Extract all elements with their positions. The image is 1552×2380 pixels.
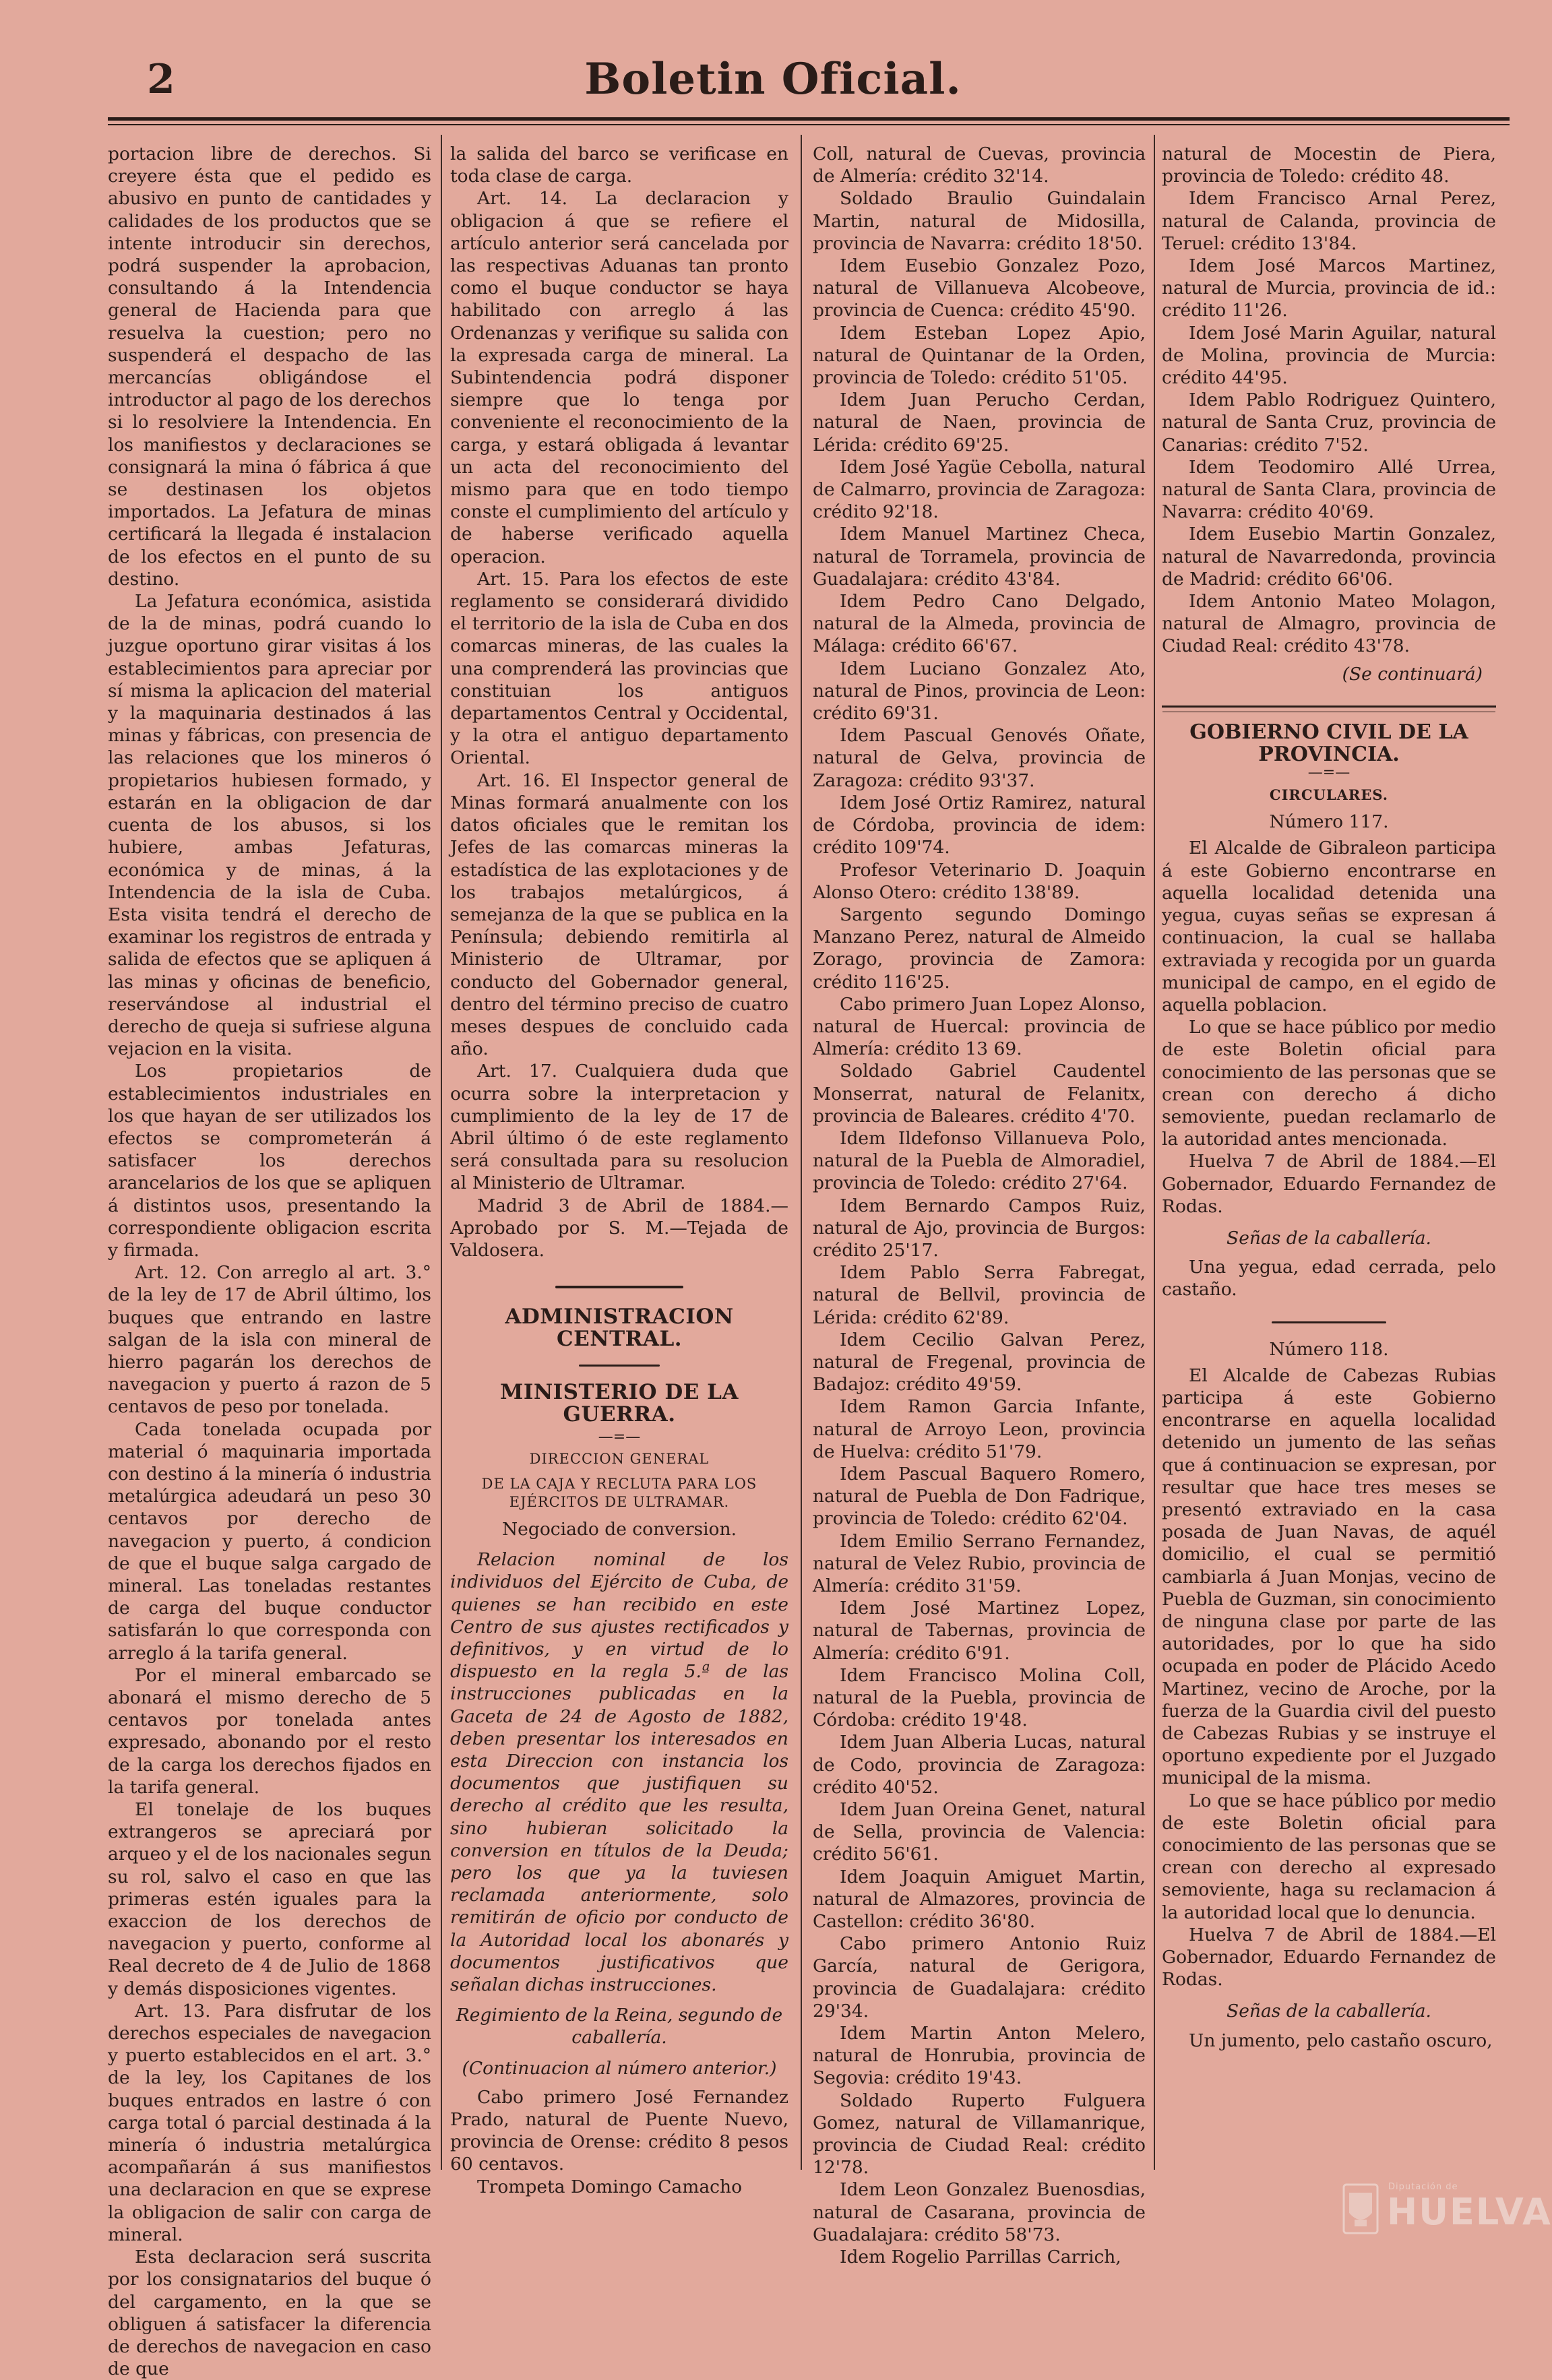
column-separator	[441, 135, 442, 2170]
list-item: Idem Cecilio Galvan Perez, natural de Fregenal, provincia de Badajoz: crédito 49'59.	[813, 1329, 1146, 1396]
list-item: Idem Juan Alberia Lucas, natural de Codo, provincia de Zaragoza: crédito 40'52.	[813, 1732, 1146, 1798]
list-item: Idem Martin Anton Melero, natural de Honrubia, provincia de Segovia: crédito 19'43.	[813, 2023, 1146, 2089]
list-item: Idem Eusebio Gonzalez Pozo, natural de Villanueva Alcobeove, provincia de Cuenca: crédito 45'90.	[813, 255, 1146, 321]
regimiento-heading: Regimiento de la Reina, segundo de caballería.	[456, 2005, 783, 2048]
senas-heading: Señas de la caballería.	[1227, 1227, 1431, 1249]
list-item: Idem José Ortiz Ramirez, natural de Córdoba, provincia de idem: crédito 109'74.	[813, 792, 1146, 858]
column-3	[813, 143, 1146, 2268]
list-item: Idem Juan Oreina Genet, natural de Sella, provincia de Valencia: crédito 56'61.	[813, 1799, 1146, 1865]
paragraph: El Alcalde de Gibraleon participa á este Gobierno encontrarse en aquella localidad detenida una yegua, cuyas señas se expresan á continuacion, la cual se hallaba extraviada y recogida por un guarda municipal de campo, en el egido de aquella poblacion.	[1162, 838, 1496, 1015]
list-item: Idem José Marin Aguilar, natural de Molina, provincia de Murcia: crédito 44'95.	[1162, 322, 1496, 389]
list-item: Idem Eusebio Martin Gonzalez, natural de Navarredonda, provincia de Madrid: crédito 66'06.	[1162, 524, 1496, 590]
page-number: 2	[147, 56, 175, 103]
list-item: Profesor Veterinario D. Joaquin Alonso Otero: crédito 138'89.	[813, 859, 1146, 903]
paragraph: Los propietarios de establecimientos industriales en los que hayan de ser utilizados los efectos se comprometerán á satisfacer los derechos arancelarios de los que se apliquen á distintos usos, presentando la correspondiente obligacion escrita y firmada.	[108, 1061, 431, 1261]
list-item: Soldado Ruperto Fulguera Gomez, natural de Villamanrique, provincia de Ciudad Real: crédito 12'78.	[813, 2090, 1146, 2179]
ornament-dash: —=—	[1307, 764, 1351, 782]
section-divider	[1162, 706, 1496, 708]
list-item: Idem Pascual Baquero Romero, natural de Puebla de Don Fadrique, provincia de Toledo: crédito 62'04.	[813, 1463, 1146, 1530]
list-item: natural de Mocestin de Piera, provincia de Toledo: crédito 48.	[1162, 144, 1496, 187]
article-13: Art. 13. Para disfrutar de los derechos especiales de navegacion y puerto establecidos en el art. 3.° de la ley, los Capitanes de los buques entrados en lastre ó con carga total ó parcial destinada á la minería ó industria metalúrgica acompañarán á sus manifiestos una declaracion en que se exprese la obligacion de salir con carga de mineral.	[108, 2000, 431, 2245]
article-15: Art. 15. Para los efectos de este reglamento se considerará dividido el territorio de la isla de Cuba en dos comarcas mineras, de las cuales la una comprenderá las provincias que constituian los antiguos departamentos Central y Occidental, y la otra el antiguo departamento Oriental.	[450, 568, 788, 769]
signature-line: Madrid 3 de Abril de 1884.—Aprobado por S. M.—Tejada de Valdosera.	[450, 1195, 788, 1261]
continuacion-note: (Continuacion al número anterior.)	[462, 2057, 777, 2079]
admin-central-heading: ADMINISTRACION CENTRAL.	[505, 1305, 734, 1352]
list-item: Idem José Marcos Martinez, natural de Murcia, provincia de id.: crédito 11'26.	[1162, 255, 1496, 321]
list-item: Idem Antonio Mateo Molagon, natural de Almagro, provincia de Ciudad Real: crédito 43'78.	[1162, 591, 1496, 657]
gobierno-civil-heading: GOBIERNO CIVIL DE LA PROVINCIA.	[1189, 720, 1468, 767]
list-item: Cabo primero Juan Lopez Alonso, natural de Huercal: provincia de Almería: crédito 13 69.	[813, 993, 1146, 1060]
list-item: Idem Joaquin Amiguet Martin, natural de Almazores, provincia de Castellon: crédito 36'80.	[813, 1866, 1146, 1933]
numero-117-heading: Número 117.	[1269, 811, 1389, 833]
list-item: Coll, natural de Cuevas, provincia de Almería: crédito 32'14.	[813, 144, 1146, 187]
senas-heading: Señas de la caballería.	[1227, 2001, 1431, 2022]
paragraph: portacion libre de derechos. Si creyere ésta que el pedido es abusivo en punto de cantidades y calidades de los productos que se intente introducir sin derechos, podrá suspender la aprobacion, consultando á la Intendencia general de Hacienda para que resuelva la cuestion; pero no suspenderá el despacho de las mercancías obligándose el introductor al pago de los derechos si lo resolviere la Intendencia. En los manifiestos y declaraciones se consignará la mina ó fábrica á que se destinasen los objetos importados. La Jefatura de minas certificará la llegada é instalacion de los efectos en el punto de su destino.	[108, 144, 431, 590]
ornament-dash: —=—	[598, 1428, 641, 1445]
list-item: Idem Pablo Rodriguez Quintero, natural de Santa Cruz, provincia de Canarias: crédito 7'52.	[1162, 389, 1496, 456]
article-14: Art. 14. La declaracion y obligacion á que se refiere el artículo anterior será cancelada por las respectivas Aduanas tan pronto como el buque conductor se haya habilitado con arreglo á las Ordenanzas y verifique su salida con la expresada carga de mineral. La Subintendencia podrá disponer siempre que lo tenga por conveniente el reconocimiento de la carga, y estará obligada á levantar un acta del reconocimiento del mismo para que en todo tiempo conste el cumplimiento del artículo y de haberse verificado aquella operacion.	[450, 188, 788, 567]
paragraph: El Alcalde de Cabezas Rubias participa á este Gobierno encontrarse en aquella localidad detenido un jumento de las señas que á continuacion se expresan, por resultar que hace tres meses se presentó extraviado en la casa posada de Juan Navas, de aquél domicilio, el cual se permitió cambiarla á Juan Monjas, vecino de Puebla de Guzman, sin conocimiento de ninguna clase por parte de las autoridades, por lo que ha sido ocupada en poder de Plácido Acedo Martinez, vecino de Aroche, por la fuerza de la Guardia civil del puesto de Cabezas Rubias y se instruye el oportuno expediente por el Juzgado municipal de la misma.	[1162, 1365, 1497, 1789]
ministry-heading: MINISTERIO DE LA GUERRA.	[500, 1379, 739, 1427]
section-divider	[1272, 1321, 1386, 1323]
list-item: Idem José Yagüe Cebolla, natural de Calmarro, provincia de Zaragoza: crédito 92'18.	[813, 456, 1146, 523]
list-item: Idem Pablo Serra Fabregat, natural de Bellvil, provincia de Lérida: crédito 62'89.	[813, 1262, 1146, 1328]
article-17: Art. 17. Cualquiera duda que ocurra sobre la interpretacion y cumplimiento de la ley de 17 de Abril último ó de este reglamento será consultada para su resolucion al Ministerio de Ultramar.	[450, 1061, 788, 1194]
list-item: Idem Francisco Molina Coll, natural de la Puebla, provincia de Córdoba: crédito 19'48.	[813, 1664, 1146, 1731]
list-item: Idem Manuel Martinez Checa, natural de Torramela, provincia de Guadalajara: crédito 43'84.	[813, 524, 1146, 590]
paragraph: Por el mineral embarcado se abonará el mismo derecho de 5 centavos por tonelada antes expresado, abonando por el resto de la carga los derechos fijados en la tarifa general.	[108, 1664, 431, 1798]
paragraph: Cada tonelada ocupada por material ó maquinaria importada con destino á la minería ó industria metalúrgica adeudará un peso 30 centavos por derecho de navegacion y puerto, á condicion de que el buque salga cargado de mineral. Las toneladas restantes de carga del buque conductor satisfarán lo que corresponda con arreglo á la tarifa general.	[108, 1418, 431, 1664]
paragraph: La Jefatura económica, asistida de la de minas, podrá cuando lo juzgue oportuno girar visitas á los establecimientos para apreciar por sí misma la aplicacion del material y la maquinaria destinados á las minas y fábricas, con presencia de las relaciones que los mineros ó propietarios hubiesen formado, y estarán en la obligacion de dar cuenta de los abusos, si los hubiere, ambas Jefaturas, económica y de minas, á la Intendencia de la isla de Cuba. Esta visita tendrá el derecho de examinar los registros de entrada y salida de efectos que se apliquen á las minas y oficinas de beneficio, reservándose al industrial el derecho de queja si sufriese alguna vejacion en la visita.	[108, 591, 431, 1060]
list-item: Idem Rogelio Parrillas Carrich,	[840, 2247, 1121, 2268]
section-divider	[579, 1365, 660, 1367]
paragraph: El tonelaje de los buques extrangeros se apreciará por arqueo y el de los nacionales segun su rol, salvo el caso en que las primeras estén iguales para la exaccion de los derechos de navegacion y puerto, conforme al Real decreto de 4 de Julio de 1868 y demás disposiciones vigentes.	[108, 1799, 431, 1999]
list-item: Idem Ildefonso Villanueva Polo, natural de la Puebla de Almoradiel, provincia de Toledo: crédito 27'64.	[813, 1127, 1146, 1194]
archive-watermark	[1341, 2177, 1552, 2244]
negociado-heading: Negociado de conversion.	[501, 1518, 737, 1540]
paragraph: Lo que se hace público por medio de este Boletin oficial para conocimiento de las personas que se crean con derecho al expresado semoviente, haga su reclamacion á la autoridad local que lo denuncia.	[1162, 1790, 1496, 1923]
list-item: Cabo primero Antonio Ruiz García, natural de Gerigora, provincia de Guadalajara: crédito 29'34.	[813, 1933, 1146, 2022]
list-item: Trompeta Domingo Camacho	[477, 2176, 743, 2197]
paragraph: Esta declaracion será suscrita por los consignatarios del buque ó del cargamento, en la que se obliguen á satisfacer la diferencia de derechos de navegacion en caso de que	[108, 2247, 431, 2380]
se-continuara-note: (Se continuará)	[1342, 663, 1483, 685]
coat-of-arms-icon	[1341, 2182, 1380, 2236]
paragraph: Huelva 7 de Abril de 1884.—El Gobernador, Eduardo Fernandez de Rodas.	[1162, 1924, 1496, 1991]
list-item: Soldado Gabriel Caudentel Monserrat, natural de Felanitx, provincia de Baleares. crédito 4'70.	[813, 1061, 1146, 1127]
newspaper-title: Boletin Oficial.	[584, 54, 962, 104]
column-1	[108, 143, 431, 2380]
paragraph: la salida del barco se verificase en toda clase de carga.	[450, 144, 788, 187]
section-divider	[555, 1286, 683, 1288]
article-12: Art. 12. Con arreglo al art. 3.° de la ley de 17 de Abril último, los buques que entrando en lastre salgan de la isla con mineral de hierro pagarán los derechos de navegacion y puerto á razon de 5 centavos de peso por tonelada.	[108, 1262, 431, 1418]
paragraph: Una yegua, edad cerrada, pelo castaño.	[1162, 1257, 1496, 1301]
article-16: Art. 16. El Inspector general de Minas formará anualmente con los datos oficiales que le remitan los Jefes de las comarcas mineras la estadística de las explotaciones y de los trabajos metalúrgicos, á semejanza de la que se publica en la Península; debiendo remitirla al Ministerio de Ultramar, por conducto del Gobernador general, dentro del término preciso de cuatro meses despues de concluido cada año.	[450, 770, 788, 1060]
list-item: Cabo primero José Fernandez Prado, natural de Puente Nuevo, provincia de Orense: crédito 8 pesos 60 centavos.	[450, 2086, 788, 2175]
watermark-caption: Diputación de	[1388, 2182, 1458, 2192]
paragraph: Un jumento, pelo castaño oscuro,	[1189, 2030, 1493, 2051]
column-separator	[1154, 135, 1155, 2170]
list-item: Sargento segundo Domingo Manzano Perez, natural de Almeido Zorago, provincia de Zamora: crédito 116'25.	[813, 904, 1146, 993]
paragraph: Huelva 7 de Abril de 1884.—El Gobernador, Eduardo Fernandez de Rodas.	[1162, 1151, 1496, 1217]
column-4	[1162, 143, 1496, 2164]
watermark-name: HUELVA	[1387, 2191, 1552, 2233]
list-item: Idem Pedro Cano Delgado, natural de la Almeda, provincia de Málaga: crédito 66'67.	[813, 591, 1146, 657]
header-rule-thin	[108, 124, 1510, 125]
relacion-paragraph: Relacion nominal de los individuos del Ejército de Cuba, de quienes se han recibido en este Centro de sus ajustes rectificados y definitivos, y en virtud de lo dispuesto en la regla 5.ª de las instrucciones publicadas en la Gaceta de 24 de Agosto de 1882, deben presentar los interesados en esta Direccion con instancia los documentos que justifiquen su derecho al crédito que les resulta, sino hubieran solicitado la conversion en títulos de la Deuda; pero los que ya la tuviesen reclamada anteriormente, solo remitirán de oficio por conducto de la Autoridad local los abonarés y documentos justificativos que señalan dichas instrucciones.	[450, 1549, 788, 1996]
list-item: Idem Pascual Genovés Oñate, natural de Gelva, provincia de Zaragoza: crédito 93'37.	[813, 725, 1146, 791]
header-rule	[108, 117, 1510, 121]
list-item: Idem Teodomiro Allé Urrea, natural de Santa Clara, provincia de Navarra: crédito 40'69.	[1162, 456, 1496, 523]
list-item: Idem Francisco Arnal Perez, natural de Calanda, provincia de Teruel: crédito 13'84.	[1162, 188, 1496, 254]
column-2	[450, 143, 788, 2197]
list-item: Idem Luciano Gonzalez Ato, natural de Pinos, provincia de Leon: crédito 69'31.	[813, 658, 1146, 724]
list-item: Idem Emilio Serrano Fernandez, natural de Velez Rubio, provincia de Almería: crédito 31'59.	[813, 1530, 1146, 1596]
list-item: Idem Bernardo Campos Ruiz, natural de Ajo, provincia de Burgos: crédito 25'17.	[813, 1195, 1146, 1261]
list-item: Idem Esteban Lopez Apio, natural de Quintanar de la Orden, provincia de Toledo: crédito 51'05.	[813, 322, 1146, 389]
list-item: Idem José Martinez Lopez, natural de Tabernas, provincia de Almería: crédito 6'91.	[813, 1598, 1146, 1664]
list-item: Idem Leon Gonzalez Buenosdias, natural de Casarana, provincia de Guadalajara: crédito 58'73.	[813, 2179, 1146, 2245]
circulares-heading: CIRCULARES.	[1269, 786, 1389, 804]
list-item: Idem Juan Perucho Cerdan, natural de Naen, provincia de Lérida: crédito 69'25.	[813, 389, 1146, 456]
direccion-heading: DIRECCION GENERAL	[529, 1450, 710, 1467]
paragraph: Lo que se hace público por medio de este Boletin oficial para conocimiento de las personas que se crean con derecho á dicho semoviente, puedan reclamarlo de la autoridad antes mencionada.	[1162, 1017, 1496, 1150]
numero-118-heading: Número 118.	[1269, 1338, 1389, 1360]
direccion-subheading: DE LA CAJA Y RECLUTA PARA LOS EJÉRCITOS DE ULTRAMAR.	[481, 1475, 757, 1510]
list-item: Idem Ramon Garcia Infante, natural de Arroyo Leon, provincia de Huelva: crédito 51'79.	[813, 1396, 1146, 1462]
page-header	[0, 0, 1546, 121]
list-item: Soldado Braulio Guindalain Martin, natural de Midosilla, provincia de Navarra: crédito 18'50.	[813, 188, 1146, 254]
column-separator	[801, 135, 802, 2170]
